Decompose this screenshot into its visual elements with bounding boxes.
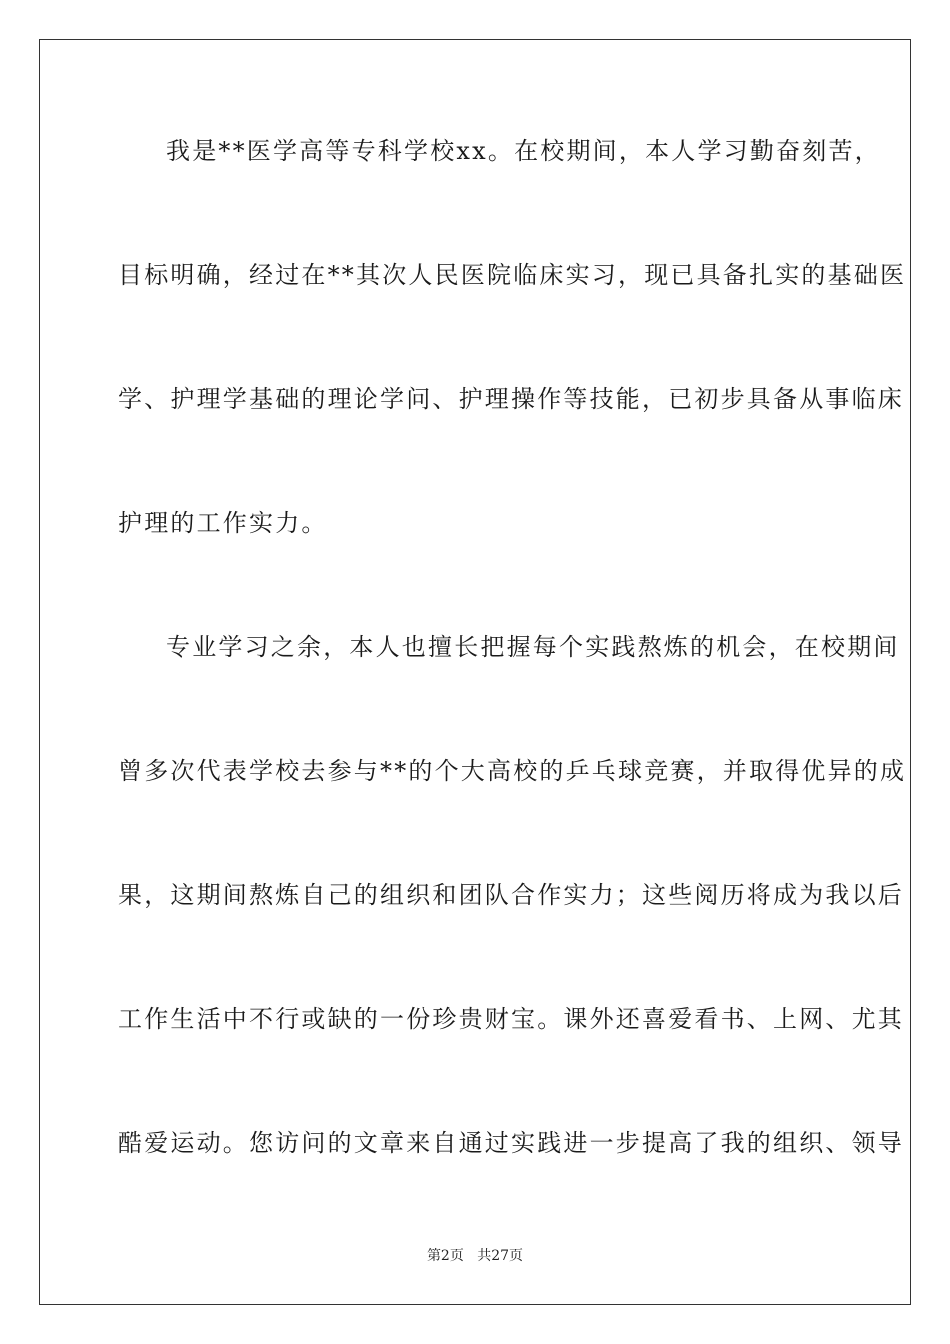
paragraph-2-line-2: 曾多次代表学校去参与**的个大高校的乒乓球竞赛，并取得优异的成 bbox=[118, 757, 907, 785]
paragraph-1-line-4: 护理的工作实力。 bbox=[118, 509, 328, 537]
page-number: 第2页 bbox=[426, 1248, 464, 1264]
paragraph-2-line-4: 工作生活中不行或缺的一份珍贵财宝。课外还喜爱看书、上网、尤其 bbox=[118, 1005, 904, 1033]
paragraph-1-line-1: 我是**医学高等专科学校xx。在校期间，本人学习勤奋刻苦， bbox=[166, 137, 881, 165]
page-total: 共27页 bbox=[477, 1248, 524, 1264]
page-border bbox=[39, 39, 911, 1305]
paragraph-2-line-5: 酷爱运动。您访问的文章来自通过实践进一步提高了我的组织、领导 bbox=[118, 1129, 904, 1157]
paragraph-1-line-3: 学、护理学基础的理论学问、护理操作等技能，已初步具备从事临床 bbox=[118, 385, 904, 413]
page-footer bbox=[0, 1247, 950, 1265]
paragraph-1-line-2: 目标明确，经过在**其次人民医院临床实习，现已具备扎实的基础医 bbox=[118, 261, 907, 289]
paragraph-2-line-3: 果，这期间熬炼自己的组织和团队合作实力；这些阅历将成为我以后 bbox=[118, 881, 904, 909]
paragraph-2-line-1: 专业学习之余，本人也擅长把握每个实践熬炼的机会，在校期间 bbox=[166, 633, 900, 661]
